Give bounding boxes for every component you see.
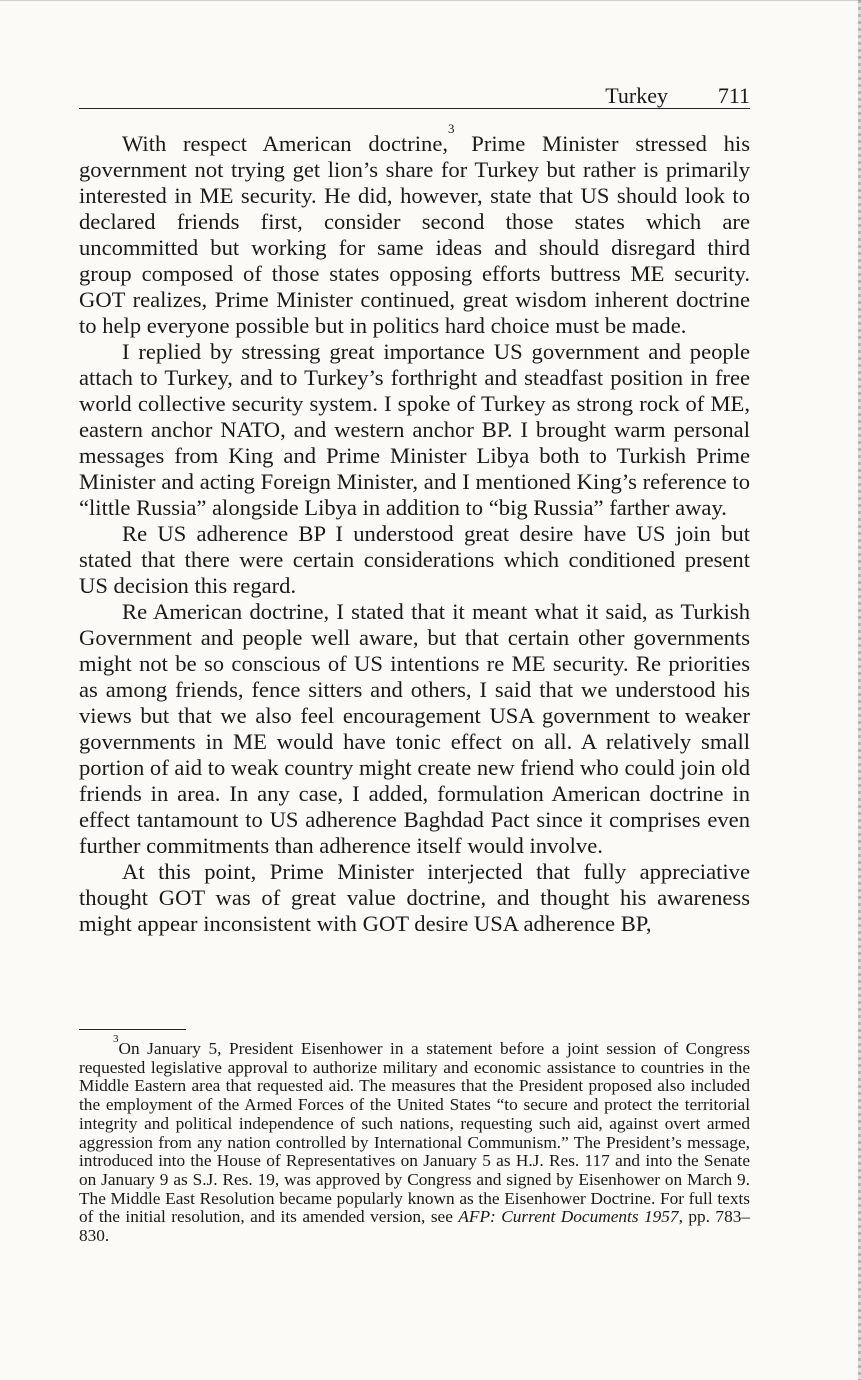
paragraph-3: Re US adherence BP I understood great desire have US join but stated that there were certain considerations which conditioned present US decision this regard. bbox=[79, 521, 750, 598]
footnote-source-title: AFP: Current Documents 1957 bbox=[458, 1207, 679, 1227]
page-top-edge bbox=[0, 0, 861, 1]
footnote-marker: 3 bbox=[113, 1033, 119, 1045]
footnote-divider bbox=[79, 1029, 186, 1030]
page-number: 711 bbox=[717, 83, 750, 108]
paragraph-2: I replied by stressing great importance US government and people attach to Turkey, and to Turkey’s forthright and steadfast position in free world collective security system. I spoke of Turkey as strong rock of ME, eastern anchor NATO, and western anchor BP. I brought warm personal messages from King and Prime Minister Libya both to Turkish Prime Minister and acting Foreign Minister, and I mentioned King’s reference to “little Russia” alongside Libya in addition to “big Russia” farther away. bbox=[79, 339, 750, 520]
running-header bbox=[79, 84, 750, 109]
footnote-reference[interactable]: 3 bbox=[448, 121, 455, 136]
paragraph-1 bbox=[79, 121, 750, 339]
paragraph-1-lead: With respect American doctrine, bbox=[122, 131, 449, 156]
paragraph-1-rest: Prime Minister stressed his government not trying get lion’s share for Turkey but rather is primarily interested in ME security. He did, however, state that US should look to declared friends first, consider second those states which are uncommitted but working for same ideas and should disregard third group composed of those states opposing efforts buttress ME security. GOT realizes, Prime Minister continued, great wisdom inherent doctrine to help everyone possible but in politics hard choice must be made. bbox=[79, 131, 750, 338]
paragraph-4: Re American doctrine, I stated that it meant what it said, as Turkish Government and people well aware, but that certain other governments might not be so conscious of US intentions re ME security. Re priorities as among friends, fence sitters and others, I said that we understood his views but that we also feel encouragement USA government to weaker governments in ME would have tonic effect on all. A relatively small portion of aid to weak country might create new friend who could join old friends in area. In any case, I added, formulation American doctrine in effect tantamount to US adherence Baghdad Pact since it comprises even further commitments than adherence itself would involve. bbox=[79, 599, 750, 858]
paragraph-5: At this point, Prime Minister interjected that fully appreciative thought GOT was of great value doctrine, and thought his awareness might appear inconsistent with GOT desire USA adherence BP, bbox=[79, 859, 750, 936]
main-text bbox=[79, 121, 750, 937]
footnote-paragraph bbox=[79, 1033, 750, 1246]
footnote-pages: , pp. 783–830. bbox=[79, 1207, 750, 1246]
footnote bbox=[79, 1033, 750, 1246]
footnote-text: On January 5, President Eisenhower in a statement before a joint session of Congress requested legislative approval to authorize military and economic assistance to countries in the Middle Eastern area that requested aid. The measures that the President proposed also included the employment of the Armed Forces of the United States “to secure and protect the territorial integrity and political independence of such nations, requesting such aid, against overt armed aggression from any nation controlled by International Communism.” The President’s message, introduced into the House of Representatives on January 5 as H.J. Res. 117 and into the Senate on January 9 as S.J. Res. 19, was approved by Congress and signed by Eisenhower on March 9. The Middle East Resolution became popularly known as the Eisenhower Doctrine. For full texts of the initial resolution, and its amended version, see bbox=[79, 1039, 750, 1227]
running-title: Turkey bbox=[605, 83, 668, 108]
